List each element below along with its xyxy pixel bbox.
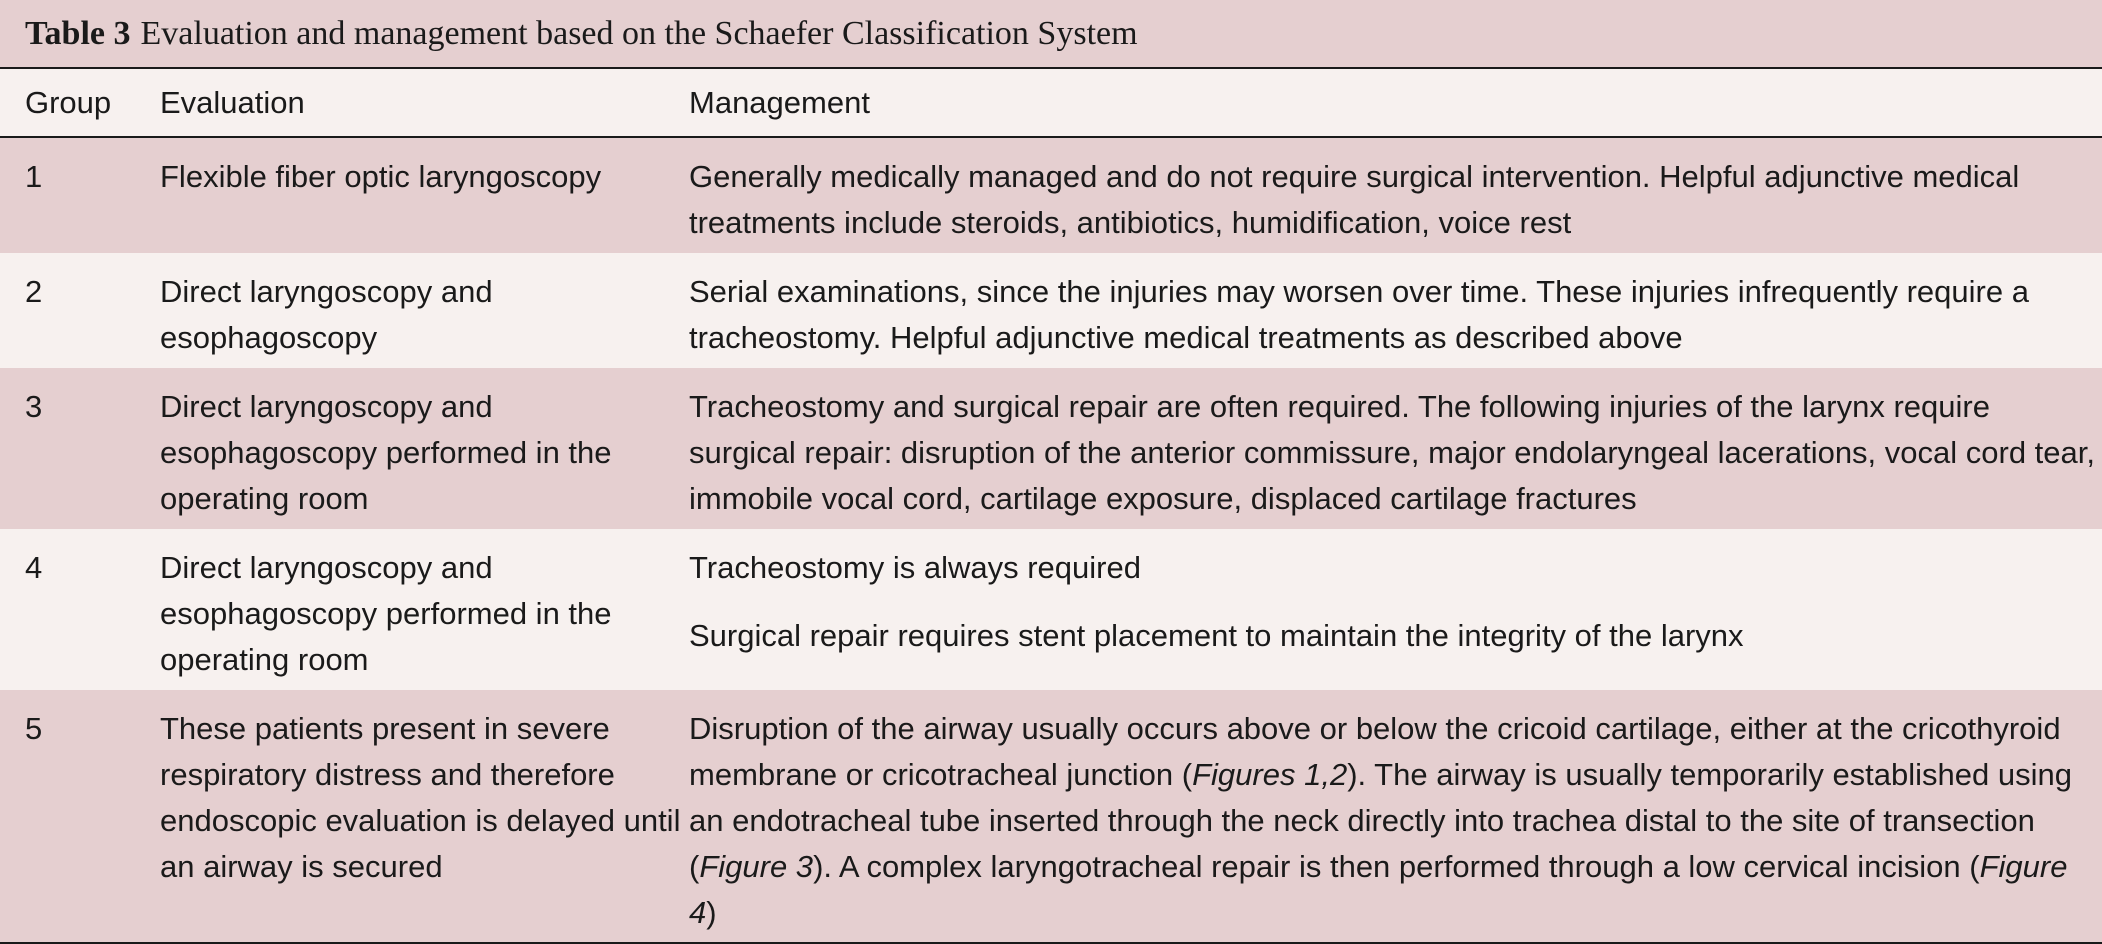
group-cell: 5 <box>0 690 160 943</box>
management-cell: Serial examinations, since the injuries may worsen over time. These injuries infrequently require a tracheostomy. Helpful adjunctive medical treatments as described above <box>689 274 2029 355</box>
table-label: Table 3 <box>25 14 131 52</box>
header-management: Management <box>689 68 2102 137</box>
evaluation-cell: Flexible fiber optic laryngoscopy <box>160 159 602 194</box>
management-text: ). The airway is usually temporarily established using an endotracheal tube inserted through the neck directly into trachea distal to the site of transection ( <box>689 757 2072 884</box>
header-evaluation: Evaluation <box>160 68 689 137</box>
figure-reference: Figures 1,2 <box>1192 757 1348 792</box>
management-cell: Tracheostomy and surgical repair are often required. The following injuries of the larynx require surgical repair: disruption of the anterior commissure, major endolaryngeal lacerations, vocal cord tear, immobile vocal cord, cartilage exposure, displaced cartilage fractures <box>689 389 2096 516</box>
table-row <box>0 253 2102 368</box>
management-text: ) <box>706 895 717 930</box>
table-caption <box>0 0 2102 67</box>
group-cell: 1 <box>25 159 43 194</box>
evaluation-cell: Direct laryngoscopy and esophagoscopy performed in the operating room <box>160 550 612 677</box>
management-paragraph: Surgical repair requires stent placement to maintain the integrity of the larynx <box>689 618 1744 653</box>
management-text: Disruption of the airway usually occurs above or below the cricoid cartilage, either at the cricothyroid membrane or cricotracheal junction ( <box>689 711 2061 792</box>
schaefer-table <box>0 67 2102 944</box>
management-cell <box>689 690 2102 943</box>
table-title: Evaluation and management based on the Schaefer Classification System <box>140 14 1138 52</box>
evaluation-cell: Direct laryngoscopy and esophagoscopy <box>160 274 493 355</box>
group-cell: 4 <box>25 550 43 585</box>
header-group: Group <box>0 68 160 137</box>
table-row <box>0 529 2102 690</box>
table-row <box>0 368 2102 529</box>
management-cell: Generally medically managed and do not require surgical intervention. Helpful adjunctive medical treatments include steroids, antibiotics, humidification, voice rest <box>689 159 2020 240</box>
management-paragraph: Tracheostomy is always required <box>689 550 1141 585</box>
management-text: ). A complex laryngotracheal repair is then performed through a low cervical incision ( <box>813 849 1980 884</box>
evaluation-cell: Direct laryngoscopy and esophagoscopy performed in the operating room <box>160 389 612 516</box>
header-row <box>0 68 2102 137</box>
figure-reference: Figure 4 <box>689 849 2068 930</box>
evaluation-cell: These patients present in severe respiratory distress and therefore endoscopic evaluation is delayed until an airway is secured <box>160 690 689 943</box>
table-row <box>0 690 2102 943</box>
figure-reference: Figure 3 <box>699 849 814 884</box>
table-row <box>0 137 2102 253</box>
group-cell: 3 <box>25 389 43 424</box>
group-cell: 2 <box>25 274 43 309</box>
management-cell <box>689 529 2102 690</box>
